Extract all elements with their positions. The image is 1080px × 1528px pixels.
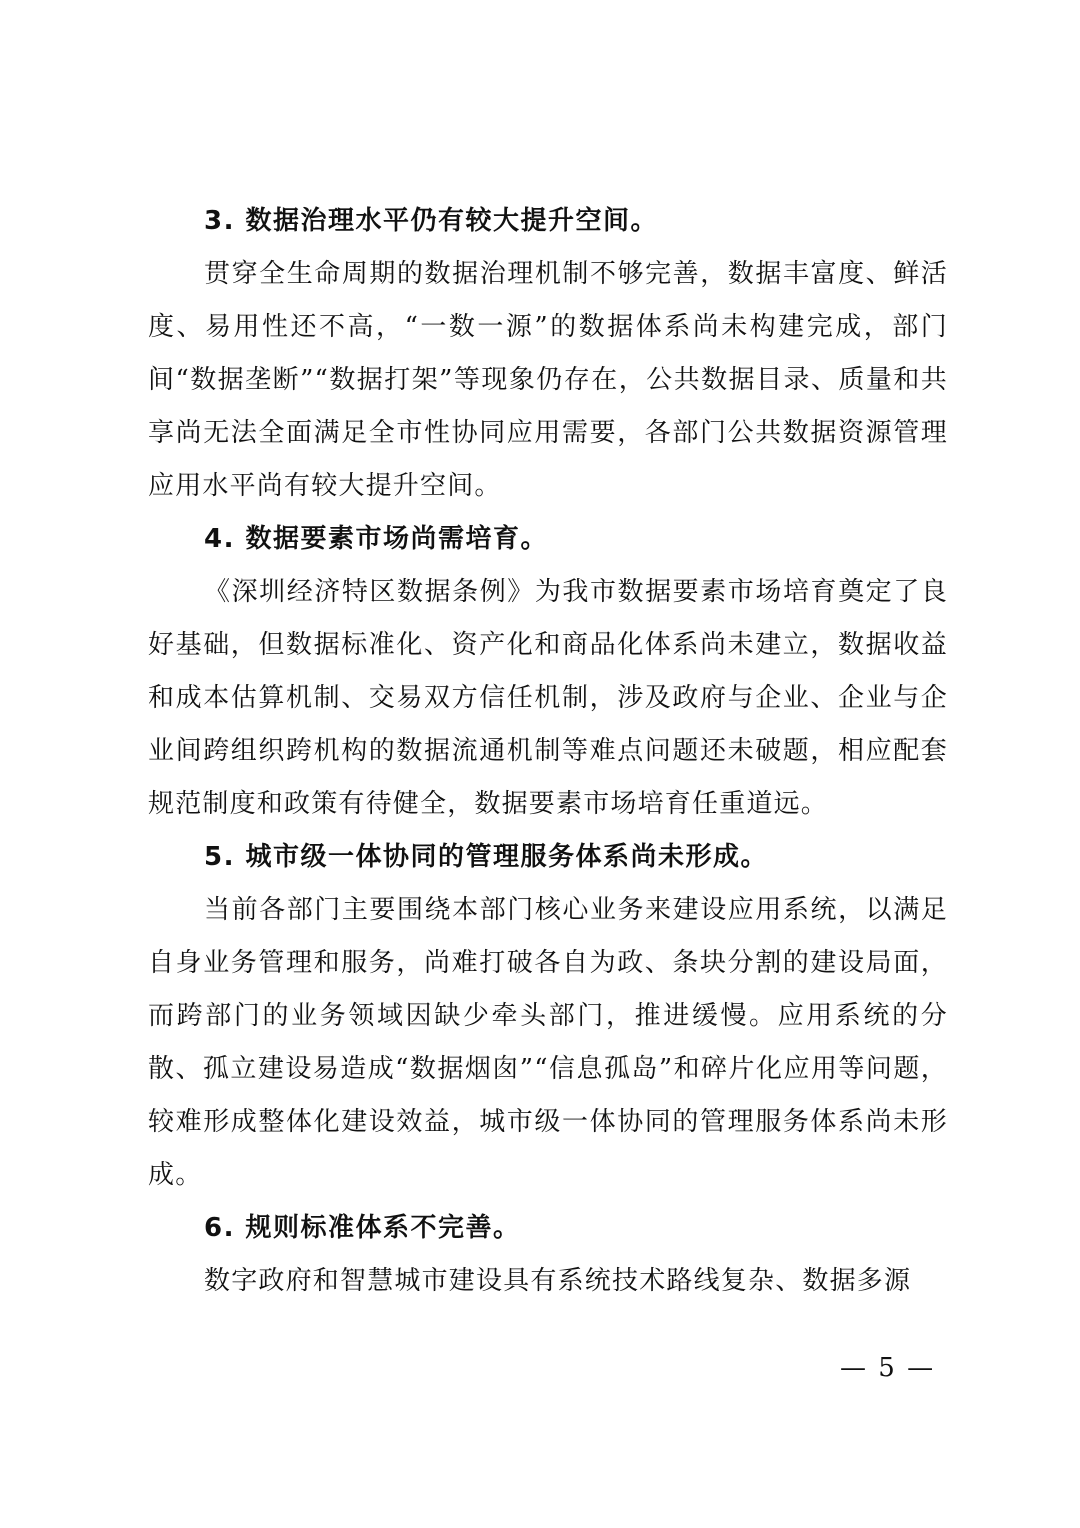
section-paragraph: 贯穿全生命周期的数据治理机制不够完善，数据丰富度、鲜活度、易用性还不高，“一数一源”的数据体系尚未构建完成，部门间“数据垄断”“数据打架”等现象仍存在，公共数据目录、质量和共享尚无法全面满足全市性协同应用需要，各部门公共数据资源管理应用水平尚有较大提升空间。 [148, 259, 948, 501]
section-6 [148, 1202, 948, 1308]
section-3 [148, 195, 948, 513]
section-paragraph: 《深圳经济特区数据条例》为我市数据要素市场培育奠定了良好基础，但数据标准化、资产化和商品化体系尚未建立，数据收益和成本估算机制、交易双方信任机制，涉及政府与企业、企业与企业间跨组织跨机构的数据流通机制等难点问题还未破题，相应配套规范制度和政策有待健全，数据要素市场培育任重道远。 [148, 577, 948, 819]
section-heading: 3. 数据治理水平仍有较大提升空间。 [204, 206, 659, 236]
section-5 [148, 831, 948, 1202]
section-heading: 5. 城市级一体协同的管理服务体系尚未形成。 [204, 842, 769, 872]
section-4 [148, 513, 948, 831]
document-page [148, 195, 948, 1308]
section-heading: 4. 数据要素市场尚需培育。 [204, 524, 549, 554]
section-heading: 6. 规则标准体系不完善。 [204, 1213, 521, 1243]
page-number: — 5 — [840, 1353, 936, 1383]
section-paragraph: 当前各部门主要围绕本部门核心业务来建设应用系统，以满足自身业务管理和服务，尚难打破各自为政、条块分割的建设局面，而跨部门的业务领域因缺少牵头部门，推进缓慢。应用系统的分散、孤立建设易造成“数据烟囱”“信息孤岛”和碎片化应用等问题，较难形成整体化建设效益，城市级一体协同的管理服务体系尚未形成。 [148, 895, 948, 1190]
section-paragraph: 数字政府和智慧城市建设具有系统技术路线复杂、数据多源 [204, 1266, 912, 1296]
